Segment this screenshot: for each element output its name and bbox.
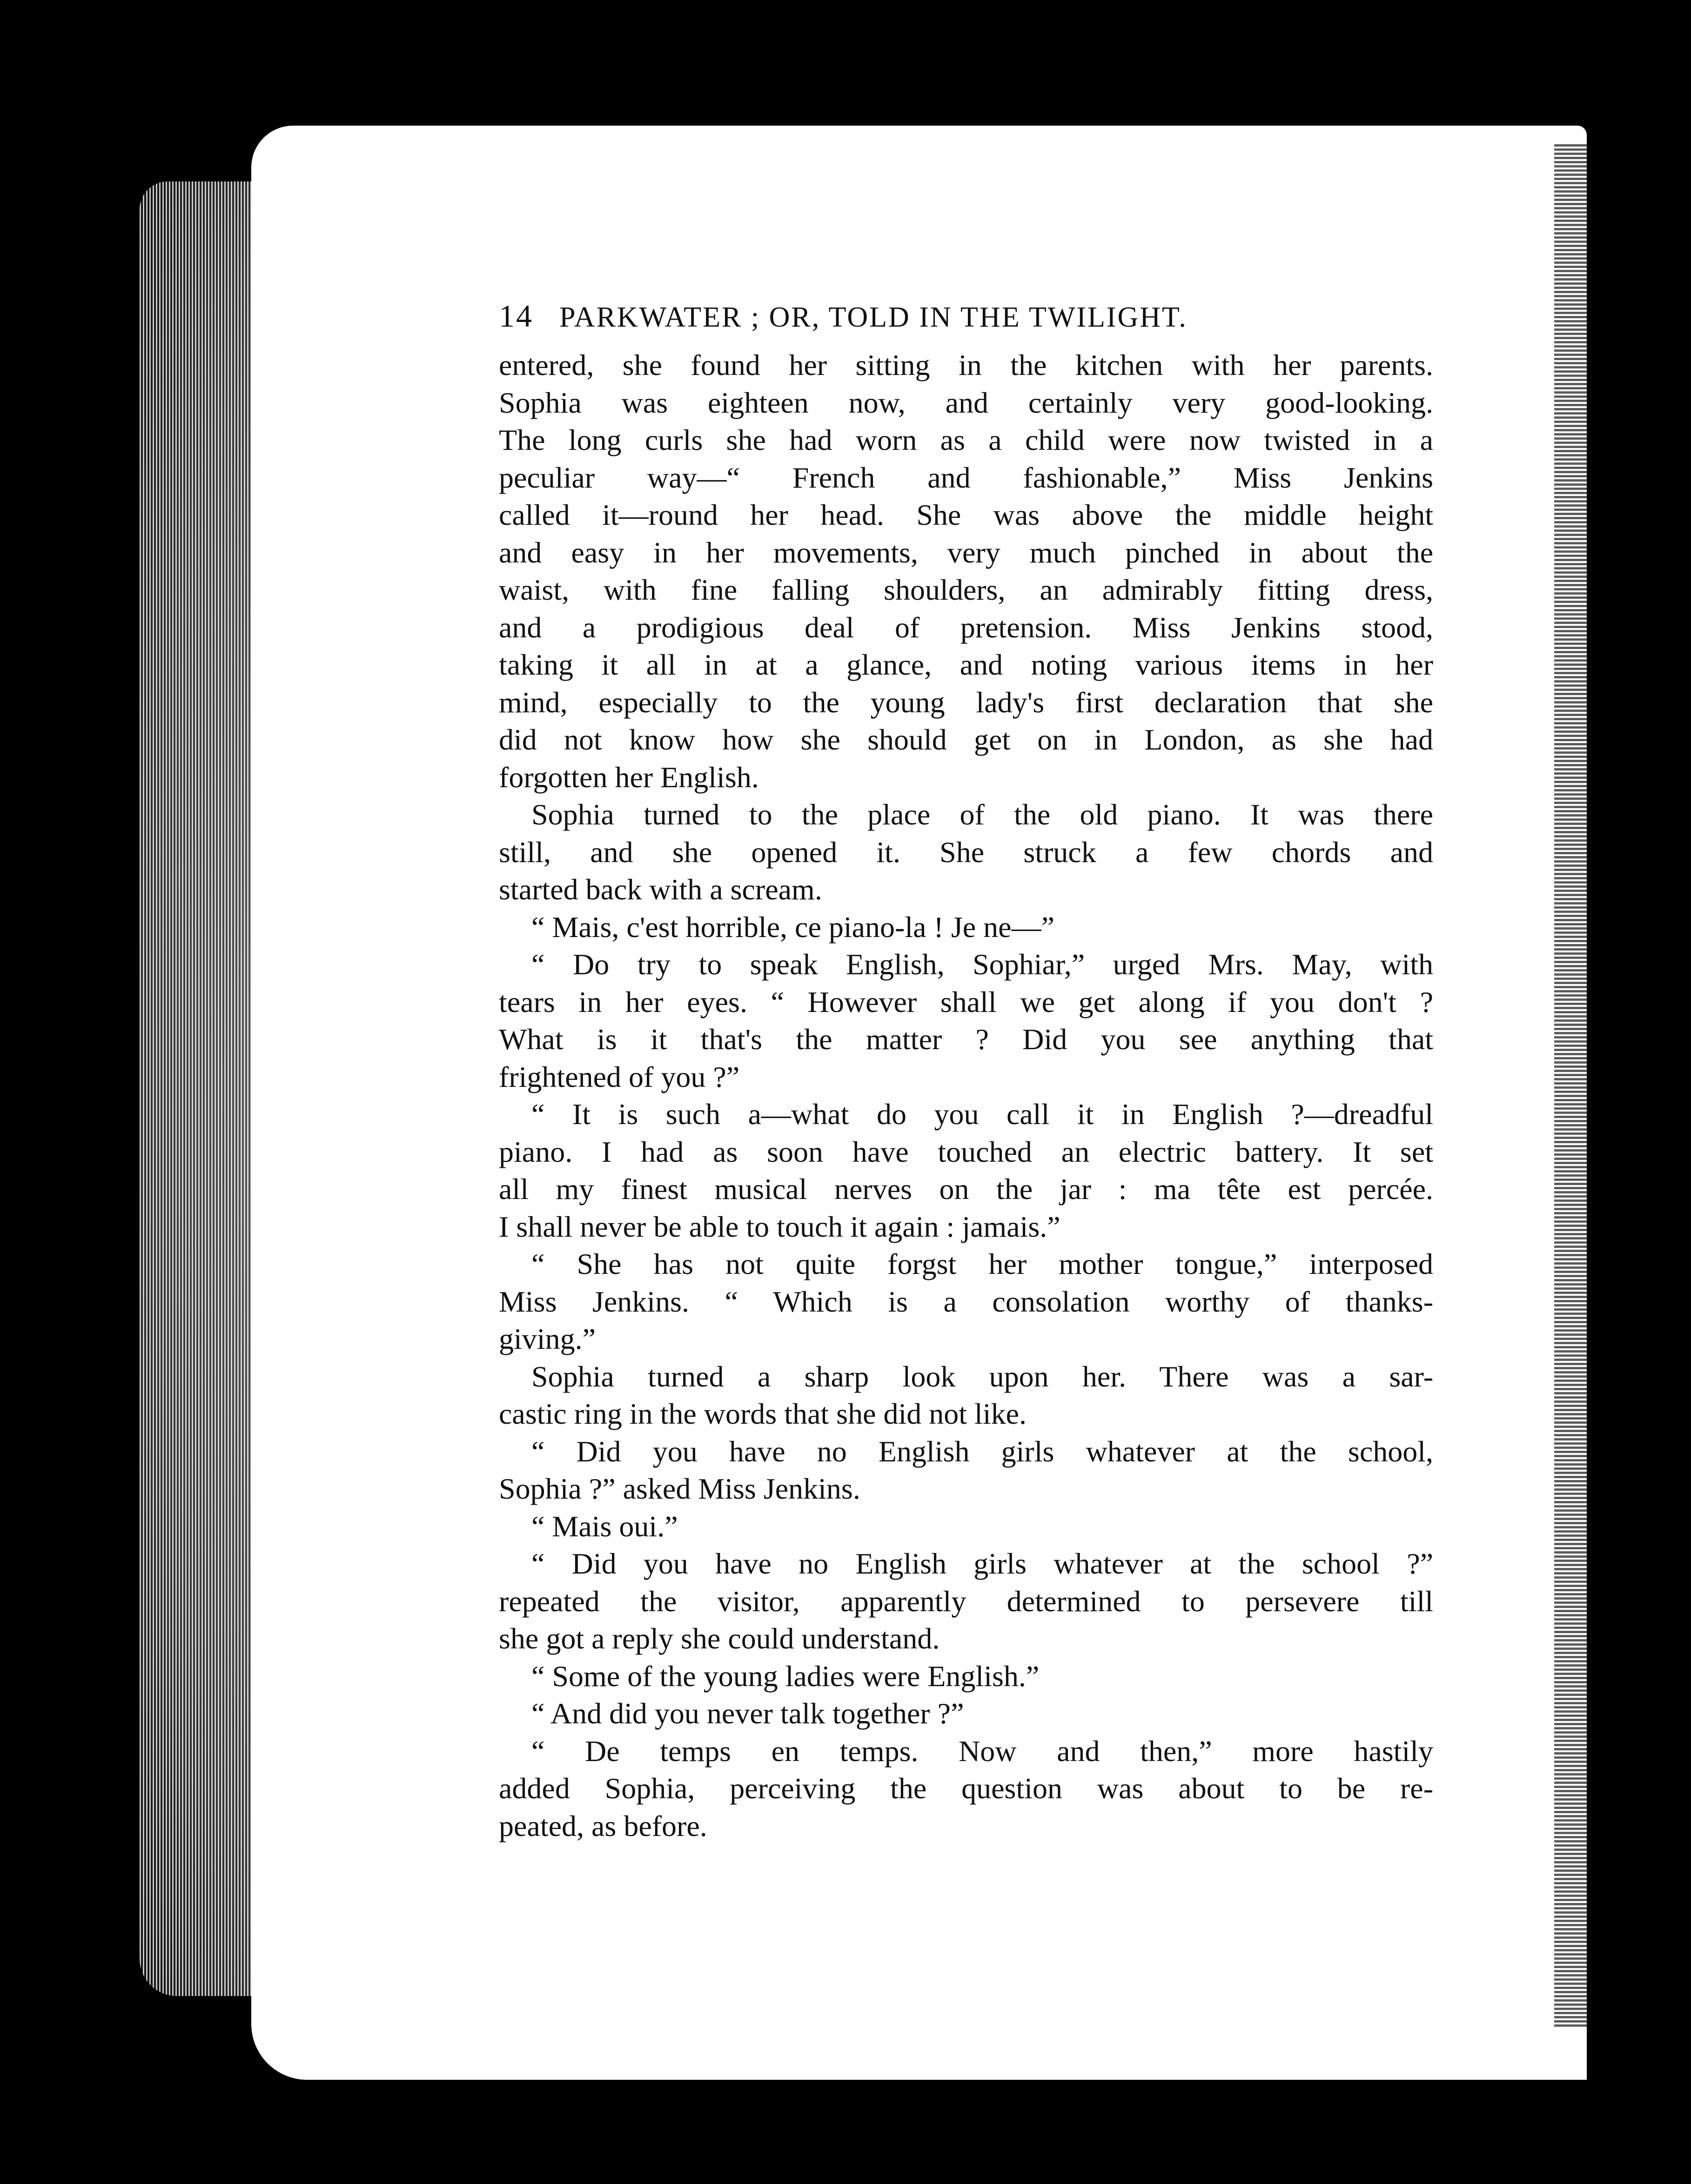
text-line: mind, especially to the young lady's first declaration that she (499, 685, 1433, 719)
text-line: and a prodigious deal of pretension. Miss Jenkins stood, (499, 610, 1433, 644)
paragraph (499, 1246, 1433, 1358)
text-block (499, 298, 1433, 1845)
paragraph (499, 1695, 1433, 1733)
text-line: “ Mais, c'est horrible, ce piano-la ! Je ne—” (531, 910, 1054, 944)
text-line: castic ring in the words that she did not like. (499, 1397, 1027, 1430)
text-line: peated, as before. (499, 1809, 707, 1842)
running-head (499, 298, 1433, 335)
text-line: peculiar way—“ French and fashionable,” Miss Jenkins (499, 461, 1433, 494)
text-line: “ Some of the young ladies were English.” (531, 1659, 1040, 1693)
paragraph (499, 909, 1433, 946)
paragraph (499, 1658, 1433, 1695)
text-line: Miss Jenkins. “ Which is a consolation worthy of thanks- (499, 1285, 1433, 1318)
text-line: frightened of you ?” (499, 1060, 740, 1093)
text-line: I shall never be able to touch it again : jamais.” (499, 1210, 1060, 1243)
text-line: still, and she opened it. She struck a few chords and (499, 835, 1433, 869)
text-line: giving.” (499, 1322, 596, 1355)
page-right-edge (1554, 144, 1587, 2029)
text-line: all my finest musical nerves on the jar : ma tête est percée. (499, 1172, 1433, 1206)
text-line: “ Did you have no English girls whatever at the school, (531, 1434, 1433, 1468)
page-number: 14 (499, 298, 533, 334)
text-line: “ And did you never talk together ?” (531, 1697, 964, 1730)
text-line: taking it all in at a glance, and noting various items in her (499, 648, 1433, 681)
text-line: forgotten her English. (499, 760, 759, 794)
paragraph (499, 796, 1433, 909)
text-line: repeated the visitor, apparently determined to persevere till (499, 1584, 1433, 1618)
paragraph (499, 1433, 1433, 1508)
text-line: The long curls she had worn as a child were now twisted in a (499, 423, 1433, 456)
text-line: Sophia ?” asked Miss Jenkins. (499, 1472, 860, 1505)
paragraph (499, 1096, 1433, 1246)
text-line: Sophia was eighteen now, and certainly very good-looking. (499, 386, 1433, 419)
text-line: “ She has not quite forgst her mother tongue,” interposed (531, 1247, 1433, 1280)
text-line: waist, with fine falling shoulders, an admirably fitting dress, (499, 573, 1433, 606)
text-line: What is it that's the matter ? Did you see anything that (499, 1023, 1433, 1056)
paragraph (499, 347, 1433, 796)
paragraph (499, 1508, 1433, 1546)
text-line: she got a reply she could understand. (499, 1622, 940, 1655)
text-line: started back with a scream. (499, 873, 822, 906)
text-line: did not know how she should get on in London, as she had (499, 723, 1433, 756)
text-line: Sophia turned a sharp look upon her. There was a sar- (531, 1360, 1433, 1393)
text-line: “ Do try to speak English, Sophiar,” urged Mrs. May, with (531, 948, 1433, 981)
text-line: tears in her eyes. “ However shall we get along if you don't ? (499, 985, 1433, 1018)
text-line: added Sophia, perceiving the question was about to be re- (499, 1772, 1433, 1805)
text-line: “ De temps en temps. Now and then,” more hastily (531, 1734, 1433, 1768)
text-line: “ Mais oui.” (531, 1509, 678, 1543)
text-line: “ It is such a—what do you call it in English ?—dreadful (531, 1098, 1433, 1131)
paragraph (499, 1545, 1433, 1658)
paragraph (499, 946, 1433, 1096)
running-title: PARKWATER ; OR, TOLD IN THE TWILIGHT. (559, 301, 1188, 333)
paragraph (499, 1358, 1433, 1433)
paragraph (499, 1733, 1433, 1845)
text-line: and easy in her movements, very much pinched in about the (499, 536, 1433, 569)
body-text (499, 347, 1433, 1845)
text-line: called it—round her head. She was above the middle height (499, 498, 1433, 531)
text-line: entered, she found her sitting in the kitchen with her parents. (499, 348, 1433, 382)
text-line: Sophia turned to the place of the old piano. It was there (531, 798, 1433, 831)
text-line: piano. I had as soon have touched an electric battery. It set (499, 1135, 1433, 1168)
text-line: “ Did you have no English girls whatever at the school ?” (531, 1547, 1433, 1580)
